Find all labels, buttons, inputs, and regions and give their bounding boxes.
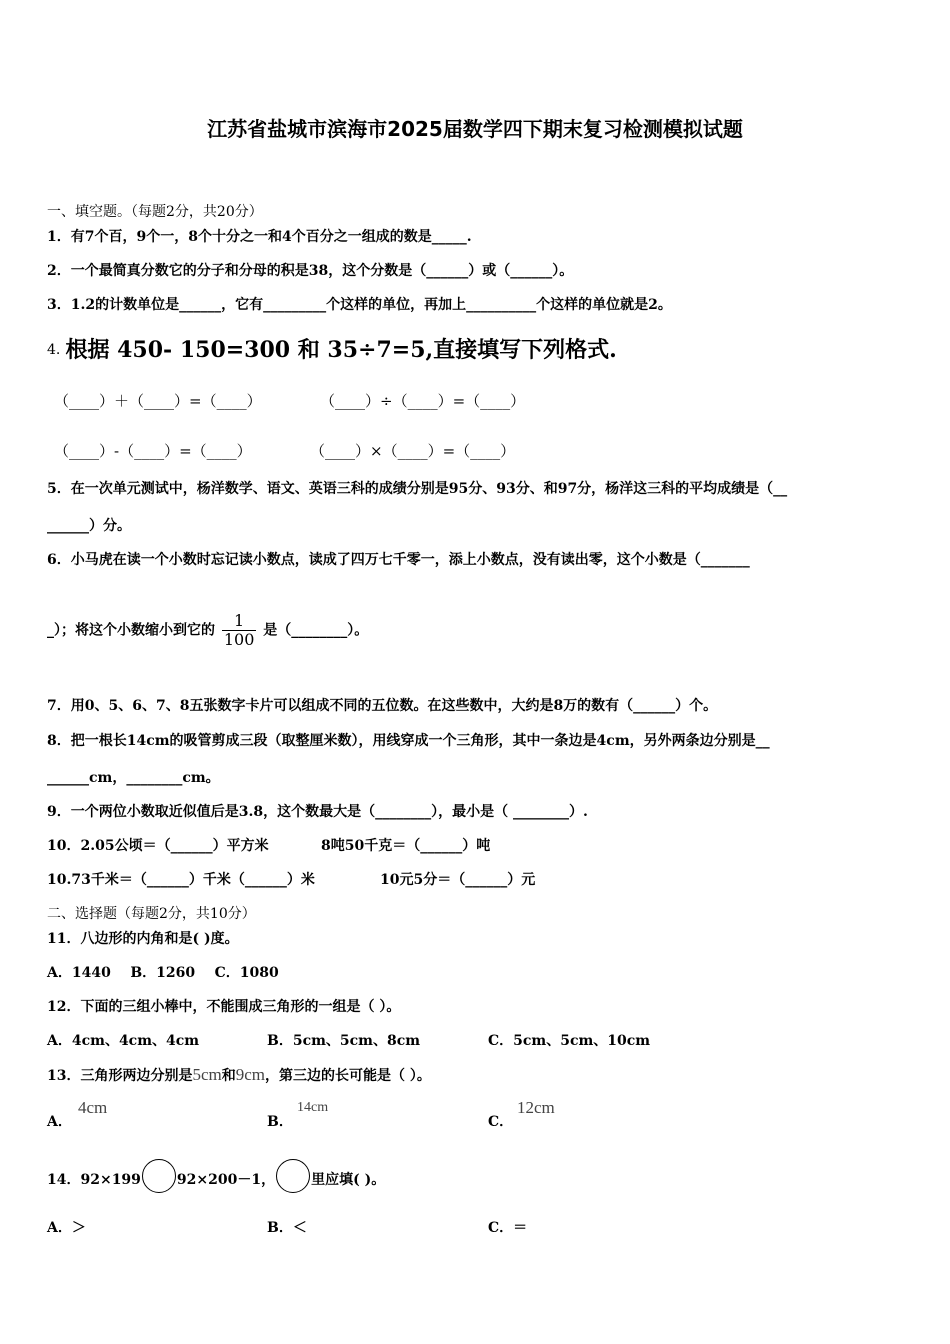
- question-13-text-c: ，第三边的长可能是（ ）。: [265, 1068, 431, 1084]
- question-8-line1: 8．把一根长14cm的吸管剪成三段（取整厘米数），用线穿成一个三角形，其中一条边是4cm，另外两条边分别是__: [47, 733, 770, 749]
- question-4-row2-left: （____）-（____）=（____）: [54, 442, 252, 460]
- question-4: [47, 336, 617, 364]
- question-14-option-b: B．＜: [267, 1220, 307, 1236]
- blank-circle: [142, 1159, 176, 1193]
- fraction: [222, 612, 257, 649]
- section-2-heading: 二、选择题（每题2分，共10分）: [47, 906, 256, 922]
- question-4-row1-right: （____）÷（____）=（____）: [320, 392, 526, 410]
- question-4-row2-right: （____）×（____）=（____）: [310, 442, 516, 460]
- question-14-text-b: 92×200－1，: [176, 1172, 276, 1188]
- question-9: 9．一个两位小数取近似值后是3.8，这个数最大是（________），最小是（ ________）.: [47, 804, 588, 820]
- question-5-line2: ______）分。: [47, 518, 131, 534]
- question-13-text-b: 和: [221, 1068, 236, 1084]
- question-6-text-a: _）；将这个小数缩小到它的: [47, 622, 215, 639]
- question-4-text: 根据 450- 150=300 和 35÷7=5,直接填写下列格式.: [65, 337, 617, 363]
- question-11-options: A．1440 B．1260 C．1080: [47, 965, 279, 981]
- question-13-option-b-value: 14cm: [297, 1100, 329, 1115]
- question-4-row1-left: （____）＋（____）=（____）: [54, 392, 262, 410]
- question-6-line1: 6．小马虎在读一个小数时忘记读小数点，读成了四万七千零一，添上小数点，没有读出零，这个小数是（_______: [47, 552, 750, 568]
- question-13-option-b-label: B．: [267, 1114, 293, 1130]
- question-10-part-a: 10．2.05公顷＝（______）平方米: [47, 838, 269, 854]
- question-10-part-b: 8吨50千克＝（______）吨: [321, 838, 491, 854]
- question-13-value-1: 5cm: [192, 1065, 222, 1084]
- question-14: [47, 1163, 385, 1197]
- question-10-part-d: 10元5分＝（______）元: [380, 872, 536, 888]
- question-13-option-a-value: 4cm: [78, 1098, 108, 1117]
- page-title: 江苏省盐城市滨海市2025届数学四下期末复习检测模拟试题: [207, 117, 743, 141]
- question-7: 7．用0、5、6、7、8五张数字卡片可以组成不同的五位数。在这些数中，大约是8万的数有（______）个。: [47, 698, 718, 714]
- question-2: 2．一个最简真分数它的分子和分母的积是38，这个分数是（______）或（______）。: [47, 263, 574, 279]
- question-6-line2: [47, 612, 368, 649]
- question-12-option-c: C．5cm、5cm、10cm: [488, 1033, 651, 1049]
- question-11: 11．八边形的内角和是( )度。: [47, 931, 239, 947]
- section-1-heading: 一、填空题。（每题2分，共20分）: [47, 204, 263, 220]
- question-12-option-b: B．5cm、5cm、8cm: [267, 1033, 421, 1049]
- question-8-line2: ______cm，________cm。: [47, 770, 220, 786]
- question-13-option-a-label: A．: [47, 1114, 72, 1130]
- question-3: 3．1.2的计数单位是______，它有_________个这样的单位，再加上__________个这样的单位就是2。: [47, 297, 672, 313]
- question-1: 1．有7个百，9个一，8个十分之一和4个百分之一组成的数是_____.: [47, 229, 472, 245]
- question-4-number: 4.: [47, 342, 61, 358]
- question-5-line1: 5．在一次单元测试中，杨洋数学、语文、英语三科的成绩分别是95分、93分、和97分，杨洋这三科的平均成绩是（__: [47, 481, 788, 497]
- question-13-value-2: 9cm: [235, 1065, 266, 1084]
- question-6-text-b: 是（________）。: [263, 622, 369, 639]
- question-13-option-c-value: 12cm: [517, 1098, 555, 1117]
- question-14-text-a: 14．92×199: [47, 1172, 141, 1188]
- question-14-option-a: A．＞: [47, 1220, 86, 1236]
- question-10-part-c: 10.73千米＝（______）千米（______）米: [47, 872, 315, 888]
- fraction-numerator: 1: [222, 612, 257, 631]
- question-14-option-c: C．＝: [488, 1220, 528, 1236]
- question-13-text-a: 13．三角形两边分别是: [47, 1068, 193, 1084]
- fraction-denominator: 100: [223, 630, 255, 649]
- question-12: 12．下面的三组小棒中，不能围成三角形的一组是（ ）。: [47, 999, 401, 1015]
- blank-circle: [276, 1159, 310, 1193]
- question-13-option-c-label: C．: [488, 1114, 514, 1130]
- question-13: [47, 1066, 431, 1085]
- question-14-text-c: 里应填( )。: [311, 1172, 386, 1188]
- question-12-option-a: A．4cm、4cm、4cm: [47, 1033, 200, 1049]
